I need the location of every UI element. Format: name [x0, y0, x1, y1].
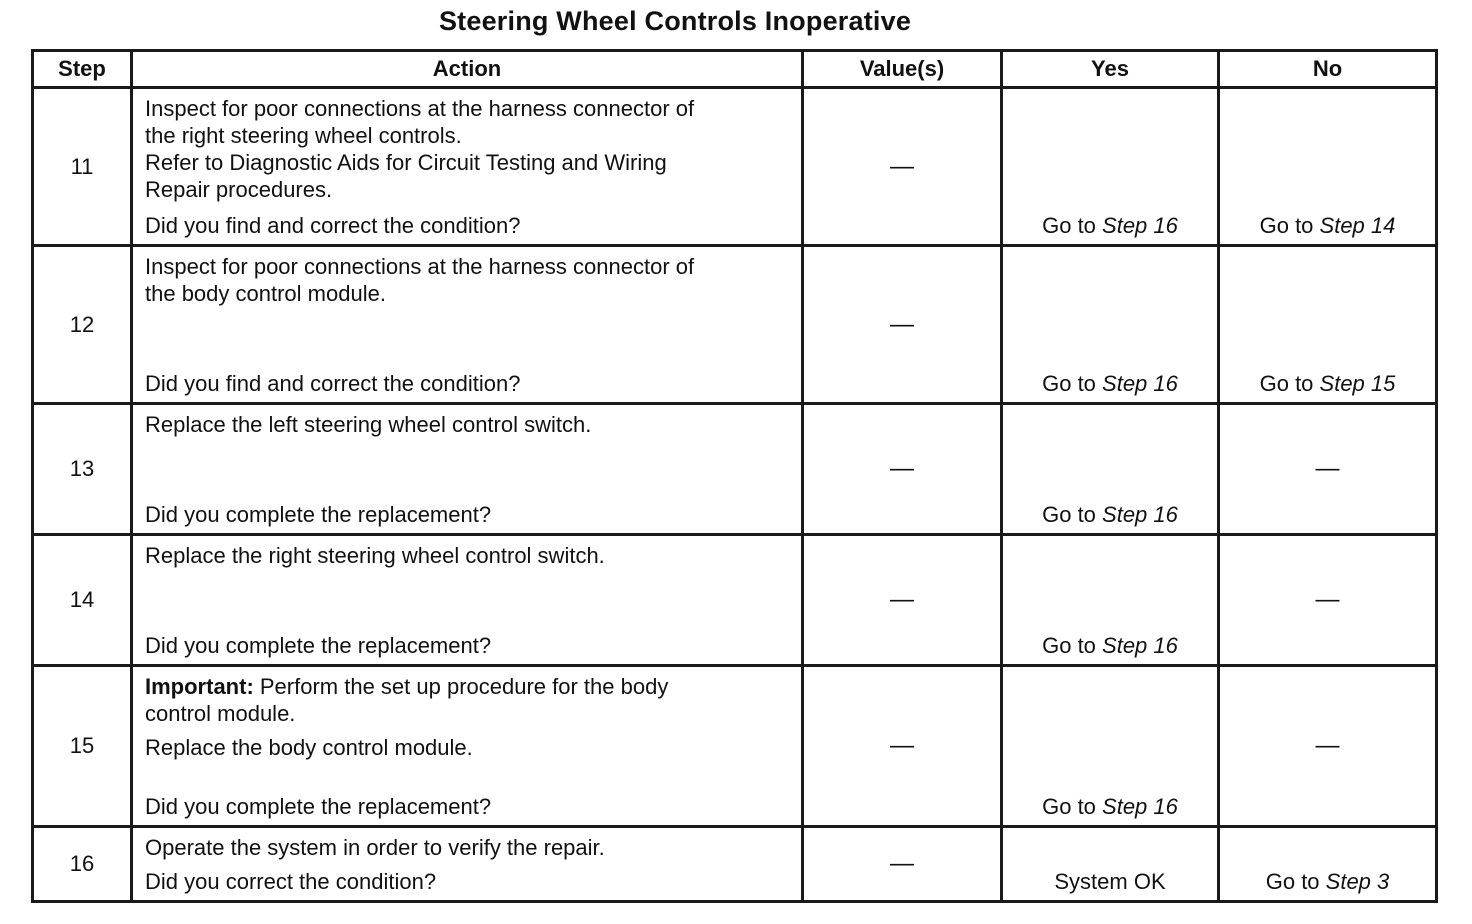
yes-cell: [1002, 246, 1219, 404]
action-cell: [132, 535, 803, 666]
table-row: [33, 246, 1437, 404]
action-text: Inspect for poor connections at the harness connector of: [145, 254, 695, 279]
no-cell: [1219, 246, 1437, 404]
header-no: No: [1219, 51, 1437, 88]
value-cell: —: [803, 88, 1002, 246]
table-row: [33, 404, 1437, 535]
no-goto: Go to Step 15: [1259, 371, 1396, 396]
action-question: Did you find and correct the condition?: [145, 213, 521, 238]
no-dash: —: [1315, 732, 1340, 759]
value-cell: —: [803, 535, 1002, 666]
no-dash: —: [1315, 455, 1340, 482]
value-cell: —: [803, 666, 1002, 827]
action-text: Replace the left steering wheel control switch.: [145, 412, 592, 437]
step-number: 12: [33, 246, 132, 404]
header-yes: Yes: [1002, 51, 1219, 88]
action-text: Repair procedures.: [145, 177, 333, 202]
table-row: [33, 535, 1437, 666]
action-text: Important: Perform the set up procedure for the body: [145, 674, 669, 699]
header-values: Value(s): [803, 51, 1002, 88]
value-cell: —: [803, 404, 1002, 535]
action-cell: [132, 88, 803, 246]
table-row: [33, 827, 1437, 902]
yes-goto: Go to Step 16: [1042, 213, 1178, 238]
yes-cell: [1002, 535, 1219, 666]
action-cell: [132, 827, 803, 902]
action-text: Replace the right steering wheel control switch.: [145, 543, 605, 568]
action-text: Refer to Diagnostic Aids for Circuit Testing and Wiring: [145, 150, 667, 175]
action-cell: [132, 246, 803, 404]
action-cell: [132, 404, 803, 535]
no-goto: Go to Step 3: [1265, 869, 1390, 894]
yes-goto: Go to Step 16: [1042, 633, 1178, 658]
step-number: 16: [33, 827, 132, 902]
diagnostic-table: [31, 49, 1438, 903]
yes-cell: [1002, 666, 1219, 827]
no-cell: [1219, 535, 1437, 666]
yes-cell: [1002, 88, 1219, 246]
action-cell: [132, 666, 803, 827]
no-cell: [1219, 404, 1437, 535]
step-number: 13: [33, 404, 132, 535]
header-row: [33, 51, 1437, 88]
header-step: Step: [33, 51, 132, 88]
page-title: Steering Wheel Controls Inoperative: [438, 6, 912, 36]
action-text: the right steering wheel controls.: [145, 123, 462, 148]
action-question: Did you complete the replacement?: [145, 633, 492, 658]
action-question: Did you complete the replacement?: [145, 502, 492, 527]
action-question: Did you find and correct the condition?: [145, 371, 521, 396]
step-number: 15: [33, 666, 132, 827]
important-label: Important:: [145, 674, 254, 699]
yes-goto: Go to Step 16: [1042, 794, 1178, 819]
action-text: Replace the body control module.: [145, 735, 473, 760]
action-question: Did you complete the replacement?: [145, 794, 492, 819]
step-number: 11: [33, 88, 132, 246]
step-number: 14: [33, 535, 132, 666]
table-row: [33, 88, 1437, 246]
yes-goto: Go to Step 16: [1042, 502, 1178, 527]
table-row: [33, 666, 1437, 827]
no-dash: —: [1315, 586, 1340, 613]
no-cell: [1219, 666, 1437, 827]
yes-cell: [1002, 827, 1219, 902]
no-cell: [1219, 827, 1437, 902]
no-cell: [1219, 88, 1437, 246]
value-cell: —: [803, 246, 1002, 404]
yes-goto: Go to Step 16: [1042, 371, 1178, 396]
action-text: Inspect for poor connections at the harness connector of: [145, 96, 695, 121]
action-text: control module.: [145, 701, 296, 726]
action-text: Operate the system in order to verify the repair.: [145, 835, 605, 860]
action-text: the body control module.: [145, 281, 386, 306]
yes-cell: [1002, 404, 1219, 535]
no-goto: Go to Step 14: [1259, 213, 1396, 238]
header-action: Action: [132, 51, 803, 88]
action-question: Did you correct the condition?: [145, 869, 437, 894]
yes-result: System OK: [1054, 869, 1166, 894]
value-cell: —: [803, 827, 1002, 902]
